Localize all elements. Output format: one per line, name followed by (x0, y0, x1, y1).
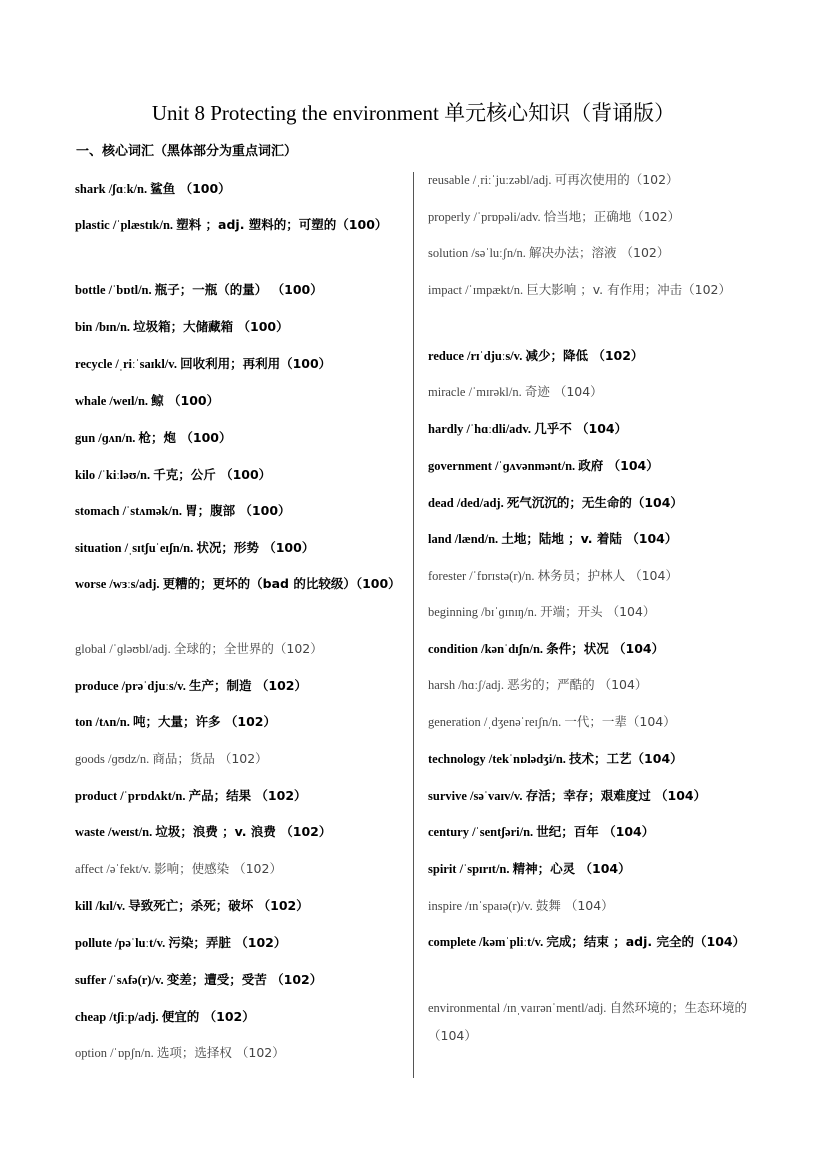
vocab-word: government /ˈɡʌvənmənt/n. (428, 459, 579, 473)
vocab-word: condition /kənˈdɪʃn/n. (428, 642, 547, 656)
vocab-meaning: 完成；结束 ；adj. 完全的（104） (546, 934, 746, 949)
vocab-word: properly /ˈprɒpəli/adv. (428, 210, 544, 224)
vocab-meaning: 一代；一辈（104） (564, 714, 676, 729)
vocab-meaning: 恶劣的；严酷的 （104） (507, 677, 648, 692)
vocab-entry (428, 598, 763, 626)
vocab-entry (75, 966, 405, 994)
vocab-meaning: 技术；工艺（104） (569, 751, 683, 766)
vocab-word: goods /ɡʊdz/n. (75, 752, 153, 766)
vocab-meaning: 存活；幸存；艰难度过 （104） (525, 788, 707, 803)
vocab-word: generation /ˌdʒenəˈreɪʃn/n. (428, 715, 565, 729)
vocab-meaning: 鲸 （100） (151, 393, 220, 408)
vocab-meaning: 世纪；百年 （104） (536, 824, 655, 839)
vocab-entry (428, 452, 763, 480)
vocab-meaning: 土地；陆地 ；v. 着陆 （104） (501, 531, 678, 546)
vocab-entry (75, 745, 405, 773)
vocab-meaning: 变差；遭受；受苦 （102） (166, 972, 323, 987)
vocab-entry (75, 461, 405, 489)
column-divider (413, 172, 414, 1078)
vocab-entry (75, 497, 405, 525)
vocab-entry (75, 175, 405, 203)
vocab-entry (428, 818, 763, 846)
vocab-word: kill /kɪl/v. (75, 899, 129, 913)
vocab-word: gun /ɡʌn/n. (75, 431, 139, 445)
vocab-meaning: 鲨鱼 （100） (150, 181, 231, 196)
vocab-entry (428, 994, 763, 1050)
vocab-word: technology /tekˈnɒlədʒi/n. (428, 752, 570, 766)
vocab-entry (428, 928, 763, 956)
vocab-entry (428, 708, 763, 736)
vocab-meaning: 状况；形势 （100） (196, 540, 315, 555)
vocab-meaning: 千克；公斤 （100） (153, 467, 272, 482)
vocab-meaning: 垃圾；浪费 ；v. 浪费 （102） (155, 824, 332, 839)
vocab-entry (428, 378, 763, 406)
vocab-word: affect /əˈfekt/v. (75, 862, 155, 876)
vocab-entry (428, 855, 763, 883)
vocab-meaning: 产品；结果 （102） (188, 788, 307, 803)
vocab-meaning: 瓶子；一瓶（的量） （100） (154, 282, 323, 297)
vocab-meaning: 吨；大量；许多 （102） (133, 714, 276, 729)
vocab-entry (75, 276, 405, 304)
vocab-entry (428, 276, 763, 304)
vocab-word: global /ˈɡləʊbl/adj. (75, 642, 174, 656)
vocab-entry (75, 855, 405, 883)
vocab-word: land /lænd/n. (428, 532, 502, 546)
vocab-entry (428, 671, 763, 699)
vocab-meaning: 污染；弄脏 （102） (168, 935, 287, 950)
vocab-word: ton /tʌn/n. (75, 715, 134, 729)
vocab-entry (428, 745, 763, 773)
vocab-word: situation /ˌsɪtʃuˈeɪʃn/n. (75, 541, 197, 555)
vocab-entry (75, 635, 405, 663)
vocab-meaning: 减少；降低 （102） (525, 348, 644, 363)
vocab-meaning: 便宜的 （102） (161, 1009, 255, 1024)
vocab-entry (75, 782, 405, 810)
vocab-word: harsh /hɑːʃ/adj. (428, 678, 508, 692)
vocab-meaning: 回收利用；再利用（100） (180, 356, 332, 371)
vocab-meaning: 条件；状况 （104） (546, 641, 665, 656)
vocab-entry (75, 387, 405, 415)
vocab-word: recycle /ˌriːˈsaɪkl/v. (75, 357, 181, 371)
vocab-meaning: 胃；腹部 （100） (185, 503, 291, 518)
vocab-word: pollute /pəˈluːt/v. (75, 936, 169, 950)
vocab-word: suffer /ˈsʌfə(r)/v. (75, 973, 167, 987)
vocab-meaning: 可再次使用的（102） (554, 172, 679, 187)
vocab-word: waste /weɪst/n. (75, 825, 156, 839)
vocab-word: spirit /ˈspɪrɪt/n. (428, 862, 513, 876)
vocab-meaning: 垃圾箱；大储藏箱 （100） (133, 319, 289, 334)
vocab-entry (75, 1039, 405, 1067)
vocab-meaning: 影响；使感染 （102） (154, 861, 282, 876)
vocab-entry (75, 211, 405, 239)
vocab-meaning: 塑料 ；adj. 塑料的；可塑的（100） (176, 217, 388, 232)
page-title: Unit 8 Protecting the environment 单元核心知识（背诵版） (151, 101, 676, 125)
vocab-word: bottle /ˈbɒtl/n. (75, 283, 155, 297)
vocab-entry (75, 534, 405, 562)
vocab-meaning: 导致死亡；杀死；破坏 （102） (128, 898, 309, 913)
vocab-word: bin /bɪn/n. (75, 320, 134, 334)
vocab-meaning: 奇迹 （104） (524, 384, 603, 399)
vocab-meaning: 几乎不 （104） (534, 421, 628, 436)
vocab-word: miracle /ˈmɪrəkl/n. (428, 385, 525, 399)
vocab-meaning: 商品；货品 （102） (152, 751, 268, 766)
vocab-meaning: 自然环境的；生态环境的 （104） (428, 1000, 748, 1043)
vocab-meaning: 开端；开头 （104） (540, 604, 656, 619)
vocab-entry (75, 570, 405, 598)
section-heading: 一、核心词汇（黑体部分为重点词汇） (76, 144, 298, 159)
vocab-word: kilo /ˈkiːləʊ/n. (75, 468, 154, 482)
vocab-entry (75, 672, 405, 700)
vocab-word: beginning /bɪˈɡɪnɪŋ/n. (428, 605, 541, 619)
vocab-meaning: 生产；制造 （102） (189, 678, 307, 693)
vocab-word: cheap /tʃiːp/adj. (75, 1010, 162, 1024)
vocab-word: century /ˈsentʃəri/n. (428, 825, 537, 839)
vocab-entry (75, 929, 405, 957)
vocab-entry (75, 1003, 405, 1031)
vocab-meaning: 精神；心灵 （104） (512, 861, 631, 876)
vocab-word: solution /səˈluːʃn/n. (428, 246, 530, 260)
vocab-entry (428, 166, 763, 194)
vocab-entry (428, 489, 763, 517)
vocab-meaning: 巨大影响 ；v. 有作用；冲击（102） (526, 282, 731, 297)
vocab-word: product /ˈprɒdʌkt/n. (75, 789, 189, 803)
vocab-entry (428, 782, 763, 810)
vocab-entry (75, 818, 405, 846)
vocab-word: complete /kəmˈpliːt/v. (428, 935, 547, 949)
vocab-meaning: 鼓舞 （104） (535, 898, 614, 913)
vocab-word: shark /ʃɑːk/n. (75, 182, 151, 196)
vocab-word: option /ˈɒpʃn/n. (75, 1046, 157, 1060)
vocab-word: produce /prəˈdjuːs/v. (75, 679, 190, 693)
vocab-word: reduce /rɪˈdjuːs/v. (428, 349, 526, 363)
vocab-word: impact /ˈɪmpækt/n. (428, 283, 527, 297)
vocab-word: stomach /ˈstʌmək/n. (75, 504, 186, 518)
vocab-meaning: 政府 （104） (578, 458, 659, 473)
vocab-word: forester /ˈfɒrɪstə(r)/n. (428, 569, 538, 583)
vocab-entry (75, 892, 405, 920)
vocab-meaning: 死气沉沉的；无生命的（104） (506, 495, 683, 510)
vocab-entry (428, 892, 763, 920)
vocab-word: reusable /ˌriːˈjuːzəbl/adj. (428, 173, 555, 187)
vocab-word: environmental /ɪnˌvaɪrənˈmentl/adj. (428, 1001, 610, 1015)
vocab-word: whale /weɪl/n. (75, 394, 152, 408)
vocab-entry (428, 203, 763, 231)
vocab-meaning: 更糟的；更坏的（bad 的比较级）（100） (162, 576, 401, 591)
vocab-entry (428, 342, 763, 370)
vocab-meaning: 枪；炮 （100） (138, 430, 232, 445)
vocab-entry (428, 415, 763, 443)
vocab-word: worse /wɜːs/adj. (75, 577, 163, 591)
vocab-entry (75, 708, 405, 736)
vocab-meaning: 林务员；护林人 （104） (537, 568, 678, 583)
vocab-entry (428, 635, 763, 663)
vocab-meaning: 选项；选择权 （102） (156, 1045, 285, 1060)
vocab-word: survive /səˈvaɪv/v. (428, 789, 526, 803)
vocab-entry (75, 313, 405, 341)
vocab-entry (75, 350, 405, 378)
vocab-meaning: 恰当地；正确地（102） (543, 209, 681, 224)
vocab-word: plastic /ˈplæstɪk/n. (75, 218, 177, 232)
vocab-entry (75, 424, 405, 452)
vocab-meaning: 解决办法；溶液 （102） (529, 245, 670, 260)
vocab-entry (428, 239, 763, 267)
vocab-entry (428, 562, 763, 590)
vocab-meaning: 全球的；全世界的（102） (173, 641, 323, 656)
vocab-word: dead /ded/adj. (428, 496, 507, 510)
vocab-word: hardly /ˈhɑːdli/adv. (428, 422, 535, 436)
vocab-entry (428, 525, 763, 553)
vocab-word: inspire /ɪnˈspaɪə(r)/v. (428, 899, 536, 913)
